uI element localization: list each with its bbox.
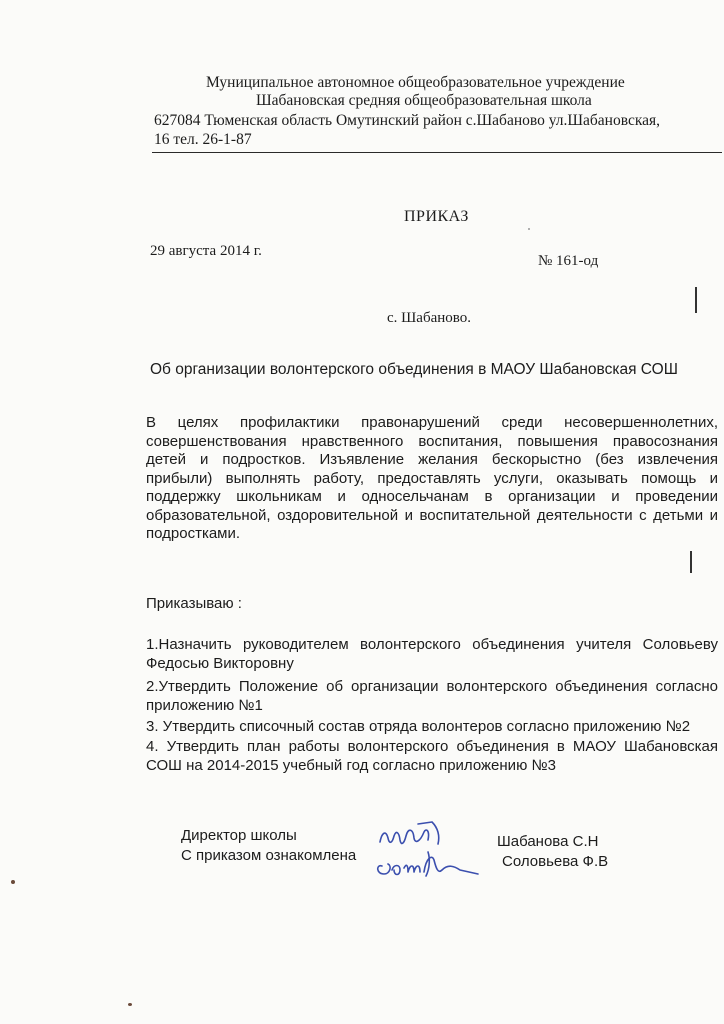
header-divider: [152, 152, 722, 153]
director-signature: [380, 822, 439, 844]
order-number: № 161-од: [538, 253, 599, 269]
director-name: Шабанова С.Н: [497, 833, 599, 850]
order-word: Приказываю :: [146, 595, 242, 612]
scan-speck: [128, 1003, 132, 1006]
scan-speck: [528, 228, 530, 230]
scan-mark: [690, 551, 692, 573]
org-name-line2: Шабановская средняя общеобразовательная школа: [256, 92, 592, 109]
scan-speck: [11, 880, 15, 884]
order-item-4: 4. Утвердить план работы волонтерского объединения в МАОУ Шабановская СОШ на 2014-2015 учебный год согласно приложению №3: [146, 738, 718, 774]
handwritten-signatures-image: [368, 818, 488, 888]
org-phone: 16 тел. 26-1-87: [154, 131, 252, 148]
director-label: Директор школы: [181, 827, 297, 844]
acknowledgement-signature: [378, 852, 478, 876]
order-subject: Об организации волонтерского объединения в МАОУ Шабановская СОШ: [150, 361, 678, 378]
order-item-3: 3. Утвердить списочный состав отряда волонтеров согласно приложению №2: [146, 718, 691, 735]
order-place: с. Шабаново.: [387, 310, 471, 326]
acknowledged-name: Соловьева Ф.В: [502, 853, 609, 870]
order-date: 29 августа 2014 г.: [150, 243, 262, 259]
scan-mark: [695, 287, 697, 313]
org-name-line1: Муниципальное автономное общеобразовательное учреждение: [206, 74, 625, 91]
document-title: ПРИКАЗ: [404, 208, 469, 225]
org-address: 627084 Тюменская область Омутинский район с.Шабаново ул.Шабановская,: [154, 112, 660, 129]
order-item-2: 2.Утвердить Положение об организации волонтерского объединения согласно приложению №1: [146, 678, 718, 714]
order-item-1: 1.Назначить руководителем волонтерского объединения учителя Соловьеву Федосью Викторовну: [146, 636, 718, 672]
preamble-paragraph: В целях профилактики правонарушений среди несовершеннолетних, совершенствования нравственного воспитания, повышения правосознания детей и подростков. Изъявление желания бескорыстно (без извлечения прибыли) выполнять работу, предоставлять услуги, оказывать помощь и поддержку школьникам и односельчанам в организации и проведении образовательной, оздоровительной и воспитательной деятельности с детьми и подростками.: [146, 414, 718, 542]
acknowledged-label: С приказом ознакомлена: [181, 847, 357, 864]
